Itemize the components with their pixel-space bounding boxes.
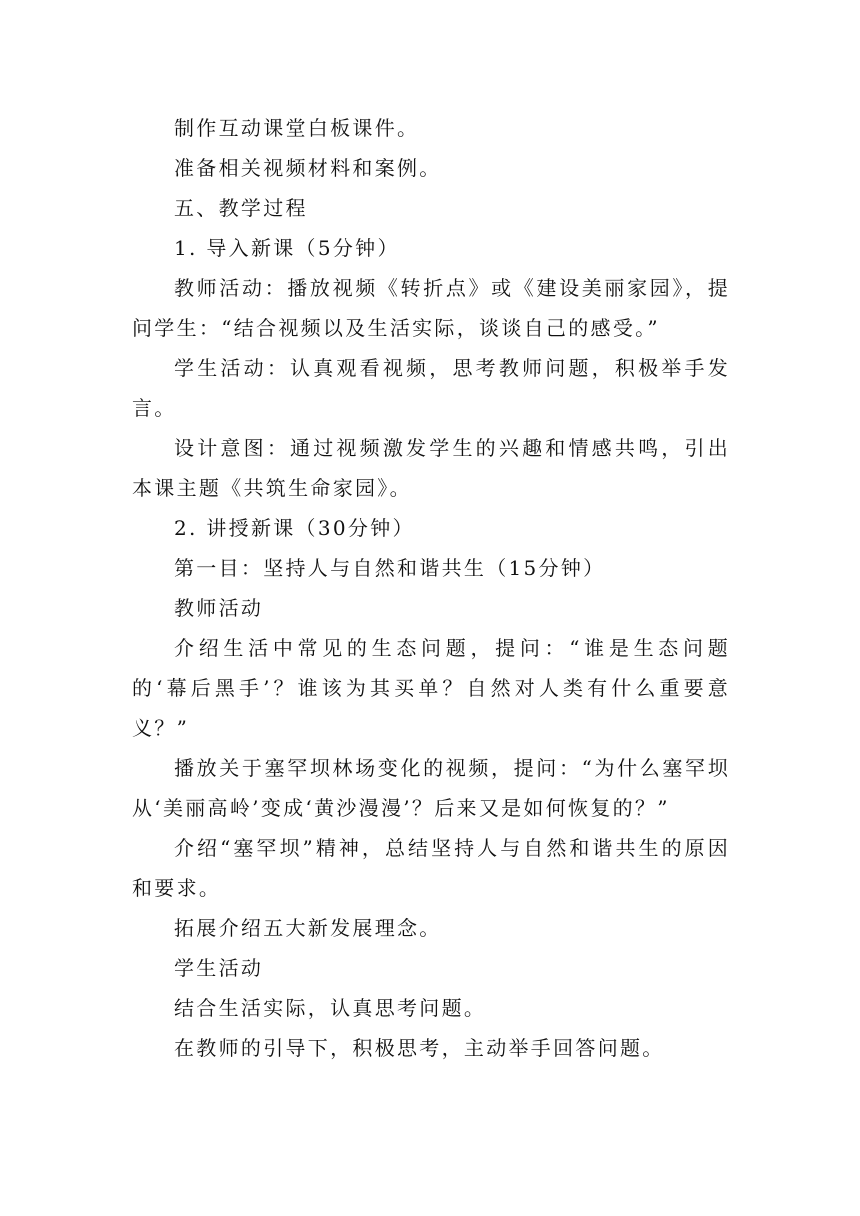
subheading-teach-new-lesson: 2. 讲授新课（30分钟） — [174, 516, 415, 540]
paragraph-student-activity-intro: 学生活动：认真观看视频，思考教师问题，积极举手发言。 — [132, 356, 730, 420]
label-teacher-activity: 教师活动 — [174, 596, 264, 620]
subheading-first-item: 第一目：坚持人与自然和谐共生（15分钟） — [174, 556, 606, 580]
paragraph-prepare-videos: 准备相关视频材料和案例。 — [174, 156, 442, 180]
paragraph-prepare-whiteboard: 制作互动课堂白板课件。 — [174, 116, 420, 140]
document-body — [132, 108, 730, 1068]
paragraph-five-concepts: 拓展介绍五大新发展理念。 — [174, 916, 442, 940]
paragraph-saihanba-spirit: 介绍“塞罕坝”精神，总结坚持人与自然和谐共生的原因和要求。 — [132, 836, 730, 900]
paragraph-design-intent: 设计意图：通过视频激发学生的兴趣和情感共鸣，引出本课主题《共筑生命家园》。 — [132, 436, 730, 500]
section-heading-teaching-process: 五、教学过程 — [174, 196, 308, 220]
paragraph-student-think: 结合生活实际，认真思考问题。 — [174, 996, 487, 1020]
paragraph-saihanba-video: 播放关于塞罕坝林场变化的视频，提问：“为什么塞罕坝从‘美丽高岭’变成‘黄沙漫漫’？后来又是如何恢复的？” — [132, 756, 730, 820]
paragraph-student-answer: 在教师的引导下，积极思考，主动举手回答问题。 — [174, 1036, 665, 1060]
paragraph-ecological-problems: 介绍生活中常见的生态问题，提问：“谁是生态问题的‘幕后黑手’？谁该为其买单？自然对人类有什么重要意义？” — [132, 636, 730, 740]
label-student-activity: 学生活动 — [174, 956, 264, 980]
subheading-introduce-new-lesson: 1. 导入新课（5分钟） — [174, 236, 400, 260]
paragraph-teacher-activity-intro: 教师活动：播放视频《转折点》或《建设美丽家园》，提问学生：“结合视频以及生活实际，谈谈自己的感受。” — [132, 276, 730, 340]
